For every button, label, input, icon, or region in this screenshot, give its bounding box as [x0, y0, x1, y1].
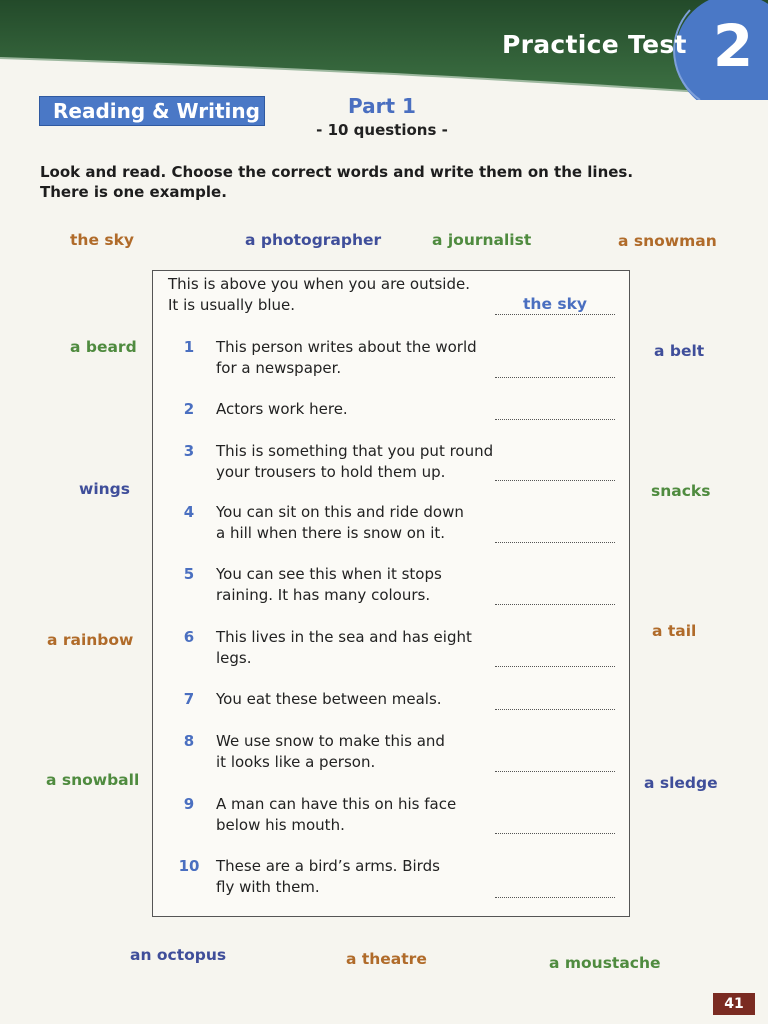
- section-label: Reading & Writing: [39, 96, 265, 126]
- question-number: 7: [183, 690, 195, 708]
- question-line: You can see this when it stops: [216, 565, 442, 583]
- question-line: it looks like a person.: [216, 753, 376, 771]
- word-a-rainbow: a rainbow: [47, 631, 134, 649]
- question-text: [216, 399, 506, 420]
- practice-test-title: Practice Test: [502, 30, 687, 59]
- question-line: a hill when there is snow on it.: [216, 524, 446, 542]
- answer-line-1[interactable]: [495, 377, 615, 378]
- word-a-photographer: a photographer: [245, 231, 382, 249]
- example-question: [168, 274, 488, 316]
- question-line: This is something that you put round: [216, 442, 494, 460]
- answer-line-3[interactable]: [495, 480, 615, 481]
- answer-line-6[interactable]: [495, 666, 615, 667]
- answer-line-8[interactable]: [495, 771, 615, 772]
- example-line-1: This is above you when you are outside.: [168, 275, 470, 293]
- word-a-tail: a tail: [652, 622, 697, 640]
- word-a-snowball: a snowball: [46, 771, 140, 789]
- question-line: This lives in the sea and has eight: [216, 628, 472, 646]
- word-a-belt: a belt: [654, 342, 705, 360]
- question-number: 5: [183, 565, 195, 583]
- question-number: 10: [178, 857, 200, 875]
- question-line: your trousers to hold them up.: [216, 463, 446, 481]
- question-text: [216, 627, 506, 669]
- word-a-beard: a beard: [70, 338, 137, 356]
- question-number: 2: [183, 400, 195, 418]
- test-number: 2: [712, 12, 754, 80]
- question-box: [152, 270, 630, 917]
- question-number: 8: [183, 732, 195, 750]
- instructions-line-2: There is one example.: [40, 183, 227, 201]
- question-number: 3: [183, 442, 195, 460]
- part-title: Part 1: [348, 94, 416, 118]
- answer-line-5[interactable]: [495, 604, 615, 605]
- question-line: This person writes about the world: [216, 338, 477, 356]
- example-answer-line: [495, 314, 615, 315]
- answer-line-10[interactable]: [495, 897, 615, 898]
- question-line: fly with them.: [216, 878, 320, 896]
- question-text: [216, 441, 506, 483]
- word-snacks: snacks: [651, 482, 711, 500]
- question-line: for a newspaper.: [216, 359, 342, 377]
- question-text: [216, 794, 506, 836]
- question-line: We use snow to make this and: [216, 732, 445, 750]
- word-wings: wings: [79, 480, 130, 498]
- word-a-moustache: a moustache: [549, 954, 661, 972]
- example-line-2: It is usually blue.: [168, 296, 296, 314]
- question-line: You can sit on this and ride down: [216, 503, 464, 521]
- question-text: [216, 337, 506, 379]
- question-number: 1: [183, 338, 195, 356]
- question-line: legs.: [216, 649, 252, 667]
- word-a-sledge: a sledge: [644, 774, 718, 792]
- question-text: [216, 856, 506, 898]
- word-the-sky: the sky: [70, 231, 134, 249]
- word-a-journalist: a journalist: [432, 231, 532, 249]
- question-line: You eat these between meals.: [216, 690, 442, 708]
- question-text: [216, 689, 506, 710]
- word-an-octopus: an octopus: [130, 946, 227, 964]
- answer-line-7[interactable]: [495, 709, 615, 710]
- question-line: raining. It has many colours.: [216, 586, 431, 604]
- question-line: A man can have this on his face: [216, 795, 457, 813]
- question-number: 6: [183, 628, 195, 646]
- question-line: below his mouth.: [216, 816, 345, 834]
- answer-line-9[interactable]: [495, 833, 615, 834]
- question-text: [216, 731, 506, 773]
- question-count: - 10 questions -: [316, 121, 448, 139]
- question-number: 9: [183, 795, 195, 813]
- word-a-snowman: a snowman: [618, 232, 717, 250]
- example-answer: the sky: [523, 295, 587, 313]
- word-a-theatre: a theatre: [346, 950, 427, 968]
- question-line: Actors work here.: [216, 400, 348, 418]
- question-text: [216, 502, 506, 544]
- page-number: 41: [713, 993, 755, 1015]
- answer-line-4[interactable]: [495, 542, 615, 543]
- question-line: These are a bird’s arms. Birds: [216, 857, 440, 875]
- question-text: [216, 564, 506, 606]
- question-number: 4: [183, 503, 195, 521]
- instructions-line-1: Look and read. Choose the correct words and write them on the lines.: [40, 163, 634, 181]
- answer-line-2[interactable]: [495, 419, 615, 420]
